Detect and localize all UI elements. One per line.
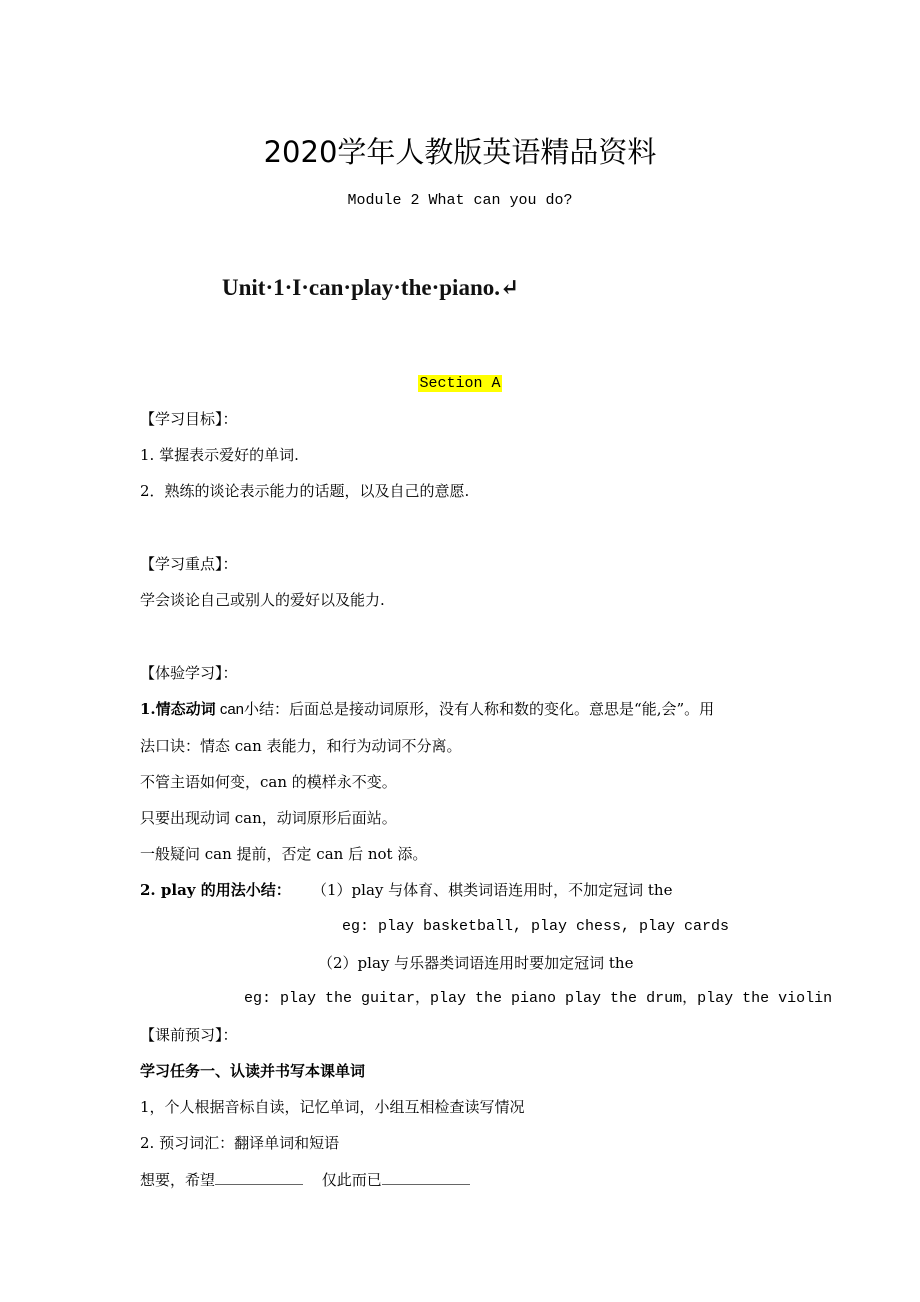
experience-heading: 【体验学习】： (140, 664, 238, 682)
play-label: 2. play 的用法小结： (140, 881, 291, 899)
section-label (0, 372, 920, 392)
can-summary-line3: 不管主语如何变，can 的模样永不变。 (140, 773, 397, 791)
preview-step-1: 1，个人根据音标自读，记忆单词，小组互相检查读写情况 (140, 1098, 525, 1116)
section-highlight: Section A (419, 375, 501, 392)
can-summary-line5: 一般疑问 can 提前，否定 can 后 not 添。 (140, 845, 428, 863)
preview-step-2: 2. 预习词汇：翻译单词和短语 (140, 1134, 340, 1152)
can-word: can (215, 701, 245, 718)
goal-item-1: 1. 掌握表示爱好的单词. (140, 446, 299, 464)
preview-heading: 【课前预习】： (140, 1026, 238, 1044)
vocab-blank-only[interactable] (382, 1169, 470, 1185)
can-line1-text: 小结：后面总是接动词原形，没有人称和数的变化。意思是“能,会”。用 (244, 700, 715, 718)
play-rule-1: （1）play 与体育、棋类词语连用时，不加定冠词 the (312, 881, 673, 899)
goal-item-2: 2．熟练的谈论表示能力的话题，以及自己的意愿. (140, 482, 470, 500)
play-example-1: eg: play basketball, play chess, play cards (342, 918, 730, 935)
play-rule-2: （2）play 与乐器类词语连用时要加定冠词 the (318, 954, 634, 972)
unit-title: Unit·1·I·can·play·the·piano.↵ (222, 275, 520, 300)
preview-task: 学习任务一、认读并书写本课单词 (140, 1062, 366, 1080)
page-title: 2020学年人教版英语精品资料 (263, 135, 657, 169)
can-summary-line2: 法口诀：情态 can 表能力，和行为动词不分离。 (140, 737, 462, 755)
can-label: 1.情态动词 (140, 700, 216, 718)
vocab-label-want: 想要，希望 (140, 1171, 216, 1189)
goals-heading: 【学习目标】： (140, 410, 238, 428)
can-summary-line1 (140, 699, 714, 720)
focus-text: 学会谈论自己或别人的爱好以及能力. (140, 591, 385, 609)
vocab-row (140, 1169, 470, 1190)
vocab-blank-want[interactable] (215, 1169, 303, 1185)
play-example-2: eg: play the guitar，play the piano play the drum，play the violin (244, 990, 833, 1007)
can-summary-line4: 只要出现动词 can，动词原形后面站。 (140, 809, 397, 827)
vocab-label-only: 仅此而已 (321, 1171, 382, 1189)
focus-heading: 【学习重点】： (140, 555, 238, 573)
module-title: Module 2 What can you do? (347, 192, 573, 209)
